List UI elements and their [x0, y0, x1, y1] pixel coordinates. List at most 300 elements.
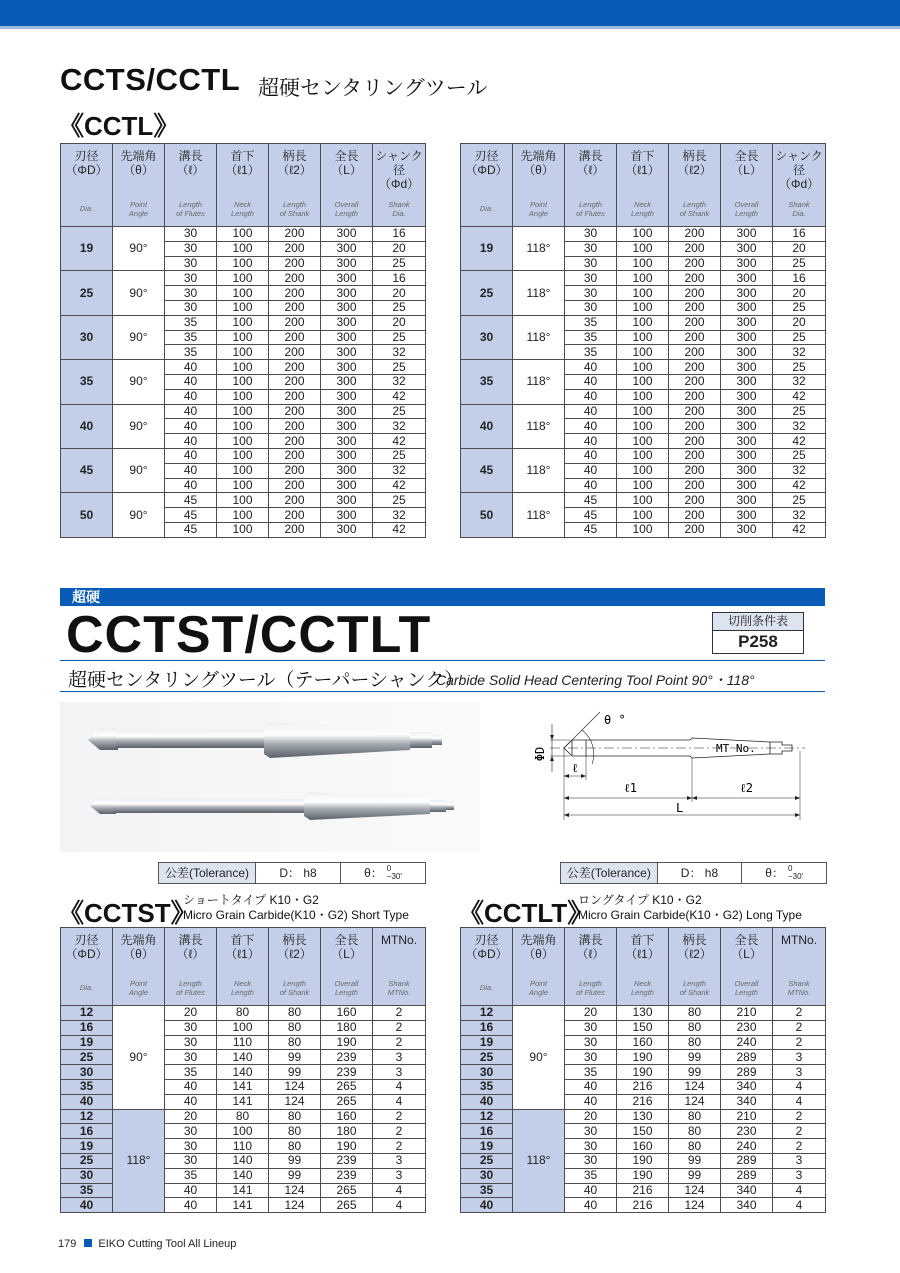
value-cell: 340	[721, 1079, 773, 1094]
dia-cell: 30	[61, 1168, 113, 1183]
value-cell: 239	[321, 1050, 373, 1065]
value-cell: 40	[165, 360, 217, 375]
value-cell: 32	[773, 419, 826, 434]
header-jp-sub: （ℓ1）	[225, 947, 260, 961]
value-cell: 124	[669, 1094, 721, 1109]
header-jp: 先端角	[520, 933, 557, 947]
value-cell: 42	[373, 478, 426, 493]
header-en-sub: of Flutes	[576, 987, 605, 997]
header-jp: 柄長	[282, 149, 307, 163]
value-cell: 190	[617, 1050, 669, 1065]
value-cell: 3	[373, 1050, 426, 1065]
dia-cell: 40	[61, 1094, 113, 1109]
header-jp-sub: （ℓ1）	[625, 947, 660, 961]
header-jp-sub: （ℓ）	[176, 163, 205, 177]
value-cell: 300	[321, 493, 373, 508]
dia-cell: 25	[61, 1153, 113, 1168]
column-header-en	[61, 970, 113, 1006]
value-cell: 100	[617, 360, 669, 375]
header-en-sub: Angle	[528, 987, 549, 997]
value-cell: 42	[773, 389, 826, 404]
column-header-en	[773, 970, 826, 1006]
header-en-sub: Dia.	[392, 208, 406, 218]
value-cell: 300	[321, 404, 373, 419]
value-cell: 200	[669, 286, 721, 301]
column-header-en	[61, 191, 113, 227]
value-cell: 4	[373, 1183, 426, 1198]
value-cell: 30	[565, 1153, 617, 1168]
value-cell: 200	[669, 522, 721, 537]
value-cell: 35	[165, 1168, 217, 1183]
value-cell: 42	[773, 478, 826, 493]
value-cell: 100	[617, 448, 669, 463]
value-cell: 150	[617, 1020, 669, 1035]
dia-cell: 19	[61, 227, 113, 271]
table-row	[461, 1109, 826, 1124]
value-cell: 100	[217, 315, 269, 330]
value-cell: 100	[217, 478, 269, 493]
value-cell: 100	[617, 286, 669, 301]
header-jp: シャンク径	[375, 149, 423, 177]
value-cell: 200	[269, 522, 321, 537]
value-cell: 100	[617, 330, 669, 345]
value-cell: 200	[269, 374, 321, 389]
value-cell: 300	[721, 286, 773, 301]
dia-cell: 25	[461, 1050, 513, 1065]
column-header	[773, 928, 826, 971]
value-cell: 300	[721, 404, 773, 419]
section-title-cctst: 《CCTST》	[58, 898, 197, 928]
value-cell: 30	[165, 286, 217, 301]
value-cell: 30	[165, 1050, 217, 1065]
column-header-en	[113, 970, 165, 1006]
dia-cell: 35	[461, 1079, 513, 1094]
header-en: Dia.	[479, 204, 494, 213]
value-cell: 140	[217, 1168, 269, 1183]
dia-cell: 16	[61, 1020, 113, 1035]
column-header	[373, 928, 426, 971]
column-header-en	[217, 191, 269, 227]
value-cell: 140	[217, 1065, 269, 1080]
value-cell: 80	[269, 1006, 321, 1021]
cctlt-table	[460, 927, 826, 1213]
header-en-sub: MTNo.	[387, 987, 411, 997]
column-header	[217, 144, 269, 192]
angle-cell: 118°	[513, 360, 565, 404]
value-cell: 300	[721, 508, 773, 523]
value-cell: 216	[617, 1079, 669, 1094]
value-cell: 2	[373, 1035, 426, 1050]
value-cell: 300	[721, 256, 773, 271]
column-header-en	[165, 970, 217, 1006]
value-cell: 45	[565, 493, 617, 508]
column-header	[61, 144, 113, 192]
value-cell: 2	[373, 1124, 426, 1139]
header-jp: 柄長	[682, 149, 707, 163]
value-cell: 35	[165, 345, 217, 360]
value-cell: 300	[321, 345, 373, 360]
value-cell: 240	[721, 1035, 773, 1050]
column-header-en	[513, 970, 565, 1006]
header-en: Length	[579, 199, 602, 209]
value-cell: 40	[565, 389, 617, 404]
header-en: Point	[129, 978, 148, 988]
value-cell: 240	[721, 1139, 773, 1154]
value-cell: 300	[321, 463, 373, 478]
value-cell: 2	[773, 1035, 826, 1050]
value-cell: 100	[217, 1124, 269, 1139]
table-row	[61, 1006, 426, 1021]
column-header	[721, 144, 773, 192]
header-jp: 刃径	[74, 149, 99, 163]
value-cell: 300	[721, 493, 773, 508]
dia-cell: 50	[461, 493, 513, 537]
value-cell: 80	[217, 1109, 269, 1124]
header-jp: 首下	[630, 933, 655, 947]
value-cell: 100	[217, 300, 269, 315]
value-cell: 124	[269, 1183, 321, 1198]
header-en-sub: Angle	[128, 208, 149, 218]
value-cell: 40	[565, 1094, 617, 1109]
value-cell: 100	[617, 463, 669, 478]
dia-cell: 16	[61, 1124, 113, 1139]
value-cell: 80	[669, 1020, 721, 1035]
header-en: Overall	[334, 978, 359, 988]
value-cell: 100	[617, 315, 669, 330]
header-jp: 柄長	[682, 933, 707, 947]
value-cell: 140	[217, 1050, 269, 1065]
value-cell: 200	[269, 360, 321, 375]
header-jp: 溝長	[578, 933, 603, 947]
dia-cell: 19	[461, 1035, 513, 1050]
value-cell: 100	[617, 522, 669, 537]
angle-cell: 90°	[113, 1006, 165, 1110]
value-cell: 25	[373, 330, 426, 345]
column-header	[217, 928, 269, 971]
label-mt-no: MT No.	[716, 742, 756, 755]
cutting-conditions-page[interactable]: P258	[738, 632, 778, 651]
header-jp: シャンク径	[775, 149, 823, 177]
header-jp: 柄長	[282, 933, 307, 947]
value-cell: 200	[269, 493, 321, 508]
value-cell: 80	[669, 1139, 721, 1154]
value-cell: 3	[373, 1168, 426, 1183]
dia-cell: 30	[461, 315, 513, 359]
tolerance-d: D： h8	[256, 863, 341, 883]
column-header-en	[669, 191, 721, 227]
cctst-table	[60, 927, 426, 1213]
value-cell: 160	[321, 1109, 373, 1124]
dia-cell: 19	[461, 227, 513, 271]
dia-cell: 12	[461, 1109, 513, 1124]
angle-cell: 90°	[113, 227, 165, 271]
header-jp-sub: （ℓ）	[576, 163, 605, 177]
header-en-sub: Length	[335, 987, 358, 997]
value-cell: 80	[269, 1124, 321, 1139]
header-jp-sub: （Φd）	[778, 177, 820, 191]
value-cell: 30	[165, 241, 217, 256]
value-cell: 30	[165, 1124, 217, 1139]
value-cell: 100	[617, 478, 669, 493]
dia-cell: 25	[461, 1153, 513, 1168]
page-subtitle: 超硬センタリングツール	[258, 77, 488, 100]
value-cell: 99	[269, 1168, 321, 1183]
column-header-en	[617, 191, 669, 227]
column-header	[269, 928, 321, 971]
dia-cell: 19	[461, 1139, 513, 1154]
value-cell: 200	[269, 508, 321, 523]
value-cell: 130	[617, 1006, 669, 1021]
value-cell: 16	[373, 271, 426, 286]
header-jp-sub: （ℓ2）	[677, 163, 712, 177]
header-en-sub: Length	[631, 987, 654, 997]
value-cell: 100	[617, 404, 669, 419]
value-cell: 200	[269, 448, 321, 463]
value-cell: 200	[269, 478, 321, 493]
header-en: Neck	[233, 978, 252, 988]
value-cell: 20	[565, 1006, 617, 1021]
value-cell: 35	[565, 345, 617, 360]
value-cell: 300	[321, 478, 373, 493]
value-cell: 42	[773, 522, 826, 537]
value-cell: 32	[773, 345, 826, 360]
value-cell: 80	[269, 1020, 321, 1035]
value-cell: 265	[321, 1079, 373, 1094]
value-cell: 35	[165, 1065, 217, 1080]
column-header	[165, 928, 217, 971]
value-cell: 300	[721, 315, 773, 330]
value-cell: 40	[165, 478, 217, 493]
dia-cell: 19	[61, 1139, 113, 1154]
header-en: Length	[283, 978, 306, 988]
value-cell: 200	[669, 227, 721, 242]
value-cell: 210	[721, 1006, 773, 1021]
value-cell: 40	[165, 1079, 217, 1094]
header-en: Point	[529, 199, 548, 209]
header-en-sub: of Flutes	[176, 987, 205, 997]
value-cell: 200	[669, 404, 721, 419]
header-en-sub: Length	[631, 208, 654, 218]
column-header-en	[721, 970, 773, 1006]
label-l2: ℓ2	[740, 781, 753, 795]
dia-cell: 12	[61, 1006, 113, 1021]
cutting-conditions-label: 切削条件表	[713, 613, 803, 631]
value-cell: 100	[217, 463, 269, 478]
value-cell: 3	[773, 1065, 826, 1080]
table-row	[461, 1006, 826, 1021]
value-cell: 16	[773, 271, 826, 286]
column-header	[113, 144, 165, 192]
value-cell: 45	[165, 508, 217, 523]
header-en-sub: Length	[735, 987, 758, 997]
value-cell: 130	[617, 1109, 669, 1124]
value-cell: 216	[617, 1094, 669, 1109]
value-cell: 124	[269, 1198, 321, 1213]
value-cell: 4	[773, 1183, 826, 1198]
value-cell: 20	[165, 1006, 217, 1021]
table-row	[61, 448, 426, 463]
value-cell: 2	[373, 1139, 426, 1154]
header-jp: 首下	[630, 149, 655, 163]
dia-cell: 40	[61, 404, 113, 448]
value-cell: 20	[773, 286, 826, 301]
value-cell: 200	[669, 241, 721, 256]
value-cell: 3	[373, 1065, 426, 1080]
value-cell: 25	[373, 360, 426, 375]
table-row	[461, 315, 826, 330]
product-subtitle-en: Carbide Solid Head Centering Tool Point 90°・118°	[436, 672, 755, 688]
material-banner: 超硬	[60, 588, 825, 606]
header-jp: 先端角	[520, 149, 557, 163]
value-cell: 100	[217, 374, 269, 389]
value-cell: 4	[773, 1094, 826, 1109]
value-cell: 230	[721, 1124, 773, 1139]
value-cell: 100	[617, 434, 669, 449]
product-subtitle-jp: 超硬センタリングツール（テーパーシャンク）	[68, 670, 464, 691]
value-cell: 40	[565, 419, 617, 434]
header-jp-sub: （ΦD）	[465, 947, 508, 961]
value-cell: 300	[321, 286, 373, 301]
value-cell: 340	[721, 1198, 773, 1213]
header-jp: 全長	[734, 149, 759, 163]
value-cell: 35	[165, 330, 217, 345]
value-cell: 124	[269, 1094, 321, 1109]
header-en: Length	[579, 978, 602, 988]
top-color-bar	[0, 0, 900, 26]
table-row	[61, 1109, 426, 1124]
value-cell: 300	[721, 478, 773, 493]
value-cell: 300	[721, 389, 773, 404]
value-cell: 2	[373, 1020, 426, 1035]
angle-cell: 90°	[113, 448, 165, 492]
table-row	[461, 227, 826, 242]
value-cell: 200	[669, 374, 721, 389]
tolerance-d: D： h8	[658, 863, 743, 883]
value-cell: 30	[165, 1020, 217, 1035]
value-cell: 100	[617, 374, 669, 389]
product-photo	[60, 702, 480, 852]
value-cell: 300	[721, 522, 773, 537]
value-cell: 42	[773, 434, 826, 449]
column-header	[373, 144, 426, 192]
value-cell: 300	[721, 345, 773, 360]
column-header	[565, 928, 617, 971]
header-jp: 先端角	[120, 933, 157, 947]
value-cell: 300	[721, 241, 773, 256]
value-cell: 45	[165, 493, 217, 508]
angle-cell: 118°	[113, 1109, 165, 1213]
value-cell: 100	[617, 227, 669, 242]
value-cell: 340	[721, 1094, 773, 1109]
value-cell: 99	[669, 1050, 721, 1065]
value-cell: 289	[721, 1050, 773, 1065]
header-en-sub: of Shank	[279, 208, 310, 218]
dia-cell: 25	[461, 271, 513, 315]
header-en-sub: Length	[231, 987, 254, 997]
header-en: Overall	[734, 978, 759, 988]
value-cell: 100	[217, 493, 269, 508]
value-cell: 200	[269, 463, 321, 478]
header-en: Shank	[788, 199, 810, 209]
value-cell: 100	[617, 389, 669, 404]
dia-cell: 40	[461, 1198, 513, 1213]
value-cell: 30	[165, 1153, 217, 1168]
angle-cell: 118°	[513, 448, 565, 492]
header-jp: MTNo.	[781, 933, 817, 947]
value-cell: 100	[217, 345, 269, 360]
value-cell: 42	[373, 434, 426, 449]
value-cell: 40	[565, 360, 617, 375]
value-cell: 300	[321, 448, 373, 463]
value-cell: 30	[565, 1020, 617, 1035]
label-l1: ℓ1	[624, 781, 637, 795]
value-cell: 3	[773, 1153, 826, 1168]
header-en: Shank	[788, 978, 810, 988]
value-cell: 80	[669, 1109, 721, 1124]
header-en: Length	[179, 978, 202, 988]
value-cell: 100	[617, 256, 669, 271]
dia-cell: 25	[61, 271, 113, 315]
header-en-sub: Length	[735, 208, 758, 218]
value-cell: 289	[721, 1168, 773, 1183]
header-jp-sub: （θ）	[523, 947, 554, 961]
header-jp-sub: （ℓ1）	[225, 163, 260, 177]
column-header	[513, 928, 565, 971]
header-jp-sub: （Φd）	[378, 177, 420, 191]
table-row	[61, 315, 426, 330]
column-header-en	[513, 191, 565, 227]
value-cell: 124	[669, 1198, 721, 1213]
column-header	[321, 144, 373, 192]
cutting-conditions-box[interactable]	[712, 612, 804, 654]
value-cell: 100	[617, 508, 669, 523]
header-jp: 溝長	[178, 933, 203, 947]
column-header-en	[217, 970, 269, 1006]
column-header-en	[461, 970, 513, 1006]
cctst-note: ショートタイプ K10・G2 Micro Grain Carbide(K10・G2) Short Type	[183, 893, 409, 922]
dia-cell: 30	[61, 315, 113, 359]
value-cell: 32	[773, 463, 826, 478]
value-cell: 300	[721, 227, 773, 242]
value-cell: 30	[165, 300, 217, 315]
value-cell: 80	[669, 1006, 721, 1021]
dia-cell: 50	[61, 493, 113, 537]
tolerance-box-left	[158, 862, 426, 884]
value-cell: 190	[321, 1035, 373, 1050]
value-cell: 200	[269, 241, 321, 256]
column-header-en	[165, 191, 217, 227]
value-cell: 35	[165, 315, 217, 330]
value-cell: 16	[373, 227, 426, 242]
section-title-cctlt: 《CCTLT》	[458, 898, 594, 928]
tolerance-label: 公差(Tolerance)	[561, 863, 658, 883]
value-cell: 200	[669, 419, 721, 434]
label-l: ℓ	[572, 761, 578, 775]
value-cell: 300	[721, 374, 773, 389]
value-cell: 300	[721, 300, 773, 315]
value-cell: 80	[269, 1139, 321, 1154]
value-cell: 200	[669, 345, 721, 360]
value-cell: 100	[217, 360, 269, 375]
value-cell: 40	[565, 448, 617, 463]
column-header-en	[269, 970, 321, 1006]
value-cell: 124	[669, 1183, 721, 1198]
header-jp-sub: （ℓ2）	[277, 163, 312, 177]
value-cell: 265	[321, 1183, 373, 1198]
column-header-en	[565, 970, 617, 1006]
column-header-en	[721, 191, 773, 227]
value-cell: 80	[269, 1109, 321, 1124]
